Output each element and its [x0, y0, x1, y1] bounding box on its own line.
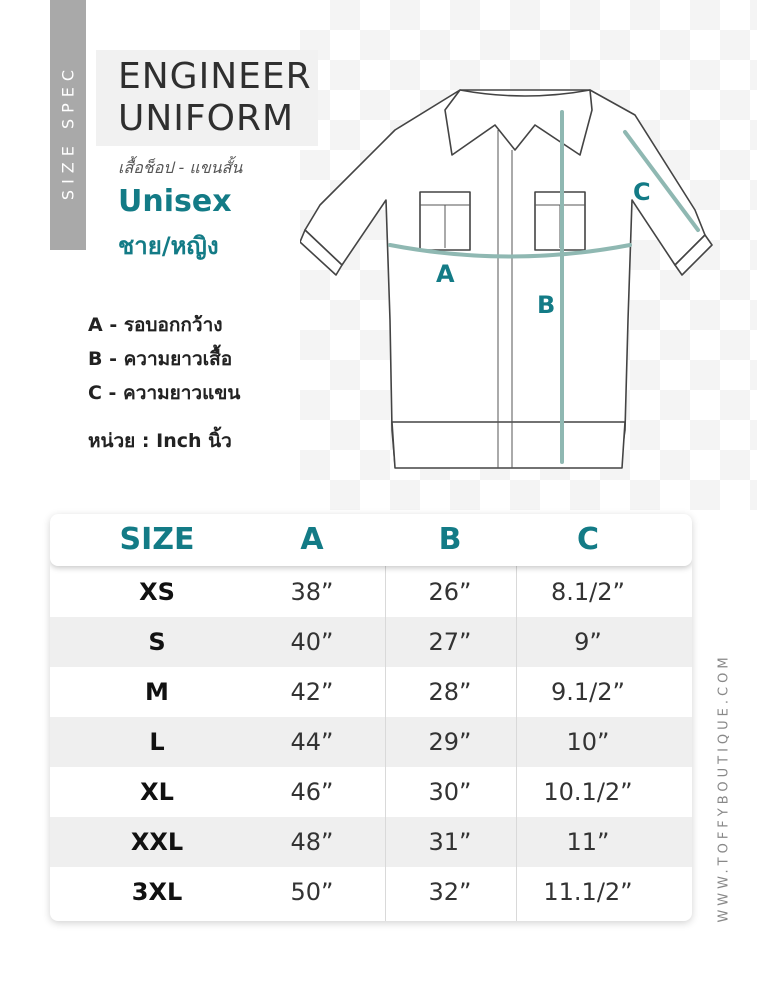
diagram-label-b: B	[537, 291, 556, 319]
cell-a: 38”	[290, 578, 334, 606]
cell-size: S	[148, 628, 166, 656]
cell-a: 48”	[290, 828, 334, 856]
column-divider-2	[516, 566, 517, 921]
legend-item-a: A - รอบอกกว้าง	[88, 314, 223, 336]
cell-size: M	[145, 678, 169, 706]
cell-b: 28”	[428, 678, 472, 706]
legend-item-c: C - ความยาวแขน	[88, 382, 241, 404]
cell-c: 10”	[566, 728, 610, 756]
unisex-label: Unisex	[118, 184, 232, 219]
title-line-1: ENGINEER	[118, 56, 312, 97]
table-header	[50, 514, 692, 566]
legend-item-b: B - ความยาวเสื้อ	[88, 348, 233, 370]
cell-b: 26”	[428, 578, 472, 606]
cell-b: 29”	[428, 728, 472, 756]
cell-size: XS	[139, 578, 175, 606]
cell-a: 44”	[290, 728, 334, 756]
diagram-label-c: C	[633, 178, 651, 206]
cell-c: 11”	[566, 828, 610, 856]
cell-size: 3XL	[131, 878, 183, 906]
cell-c: 9.1/2”	[551, 678, 625, 706]
cell-size: XL	[140, 778, 174, 806]
website-label: WWW.TOFFYBOUTIQUE.COM	[716, 653, 732, 923]
cell-c: 9”	[574, 628, 602, 656]
header-a: A	[300, 522, 324, 557]
cell-size: L	[149, 728, 165, 756]
table-row	[50, 867, 692, 917]
subtitle: เสื้อช็อป - แขนสั้น	[118, 158, 243, 177]
shirt-body-outline	[305, 90, 705, 465]
cell-b: 31”	[428, 828, 472, 856]
cell-b: 30”	[428, 778, 472, 806]
table-row	[50, 617, 692, 667]
cell-c: 8.1/2”	[551, 578, 625, 606]
table-row	[50, 667, 692, 717]
shirt-collar	[445, 90, 592, 155]
header-b: B	[438, 522, 462, 557]
table-row	[50, 717, 692, 767]
column-divider-1	[385, 566, 386, 921]
title-line-2: UNIFORM	[118, 98, 295, 139]
cell-size: XXL	[130, 828, 184, 856]
cell-c: 10.1/2”	[543, 778, 633, 806]
gender-label: ชาย/หญิง	[118, 232, 219, 260]
diagram-label-a: A	[436, 260, 455, 288]
table-row	[50, 817, 692, 867]
cell-a: 40”	[290, 628, 334, 656]
cell-b: 32”	[428, 878, 472, 906]
side-label: SIZE SPEC	[58, 63, 78, 201]
header-size: SIZE	[119, 522, 195, 557]
cell-a: 50”	[290, 878, 334, 906]
cell-a: 42”	[290, 678, 334, 706]
shirt-diagram	[300, 70, 720, 480]
header-c: C	[576, 522, 600, 557]
cell-a: 46”	[290, 778, 334, 806]
measurement-legend	[88, 308, 240, 410]
page-title	[118, 56, 318, 140]
shirt-hem-band	[392, 422, 625, 468]
table-row	[50, 567, 692, 617]
cell-c: 11.1/2”	[543, 878, 633, 906]
table-row	[50, 767, 692, 817]
cell-b: 27”	[428, 628, 472, 656]
size-table	[50, 514, 692, 921]
unit-label: หน่วย : Inch นิ้ว	[88, 430, 232, 452]
